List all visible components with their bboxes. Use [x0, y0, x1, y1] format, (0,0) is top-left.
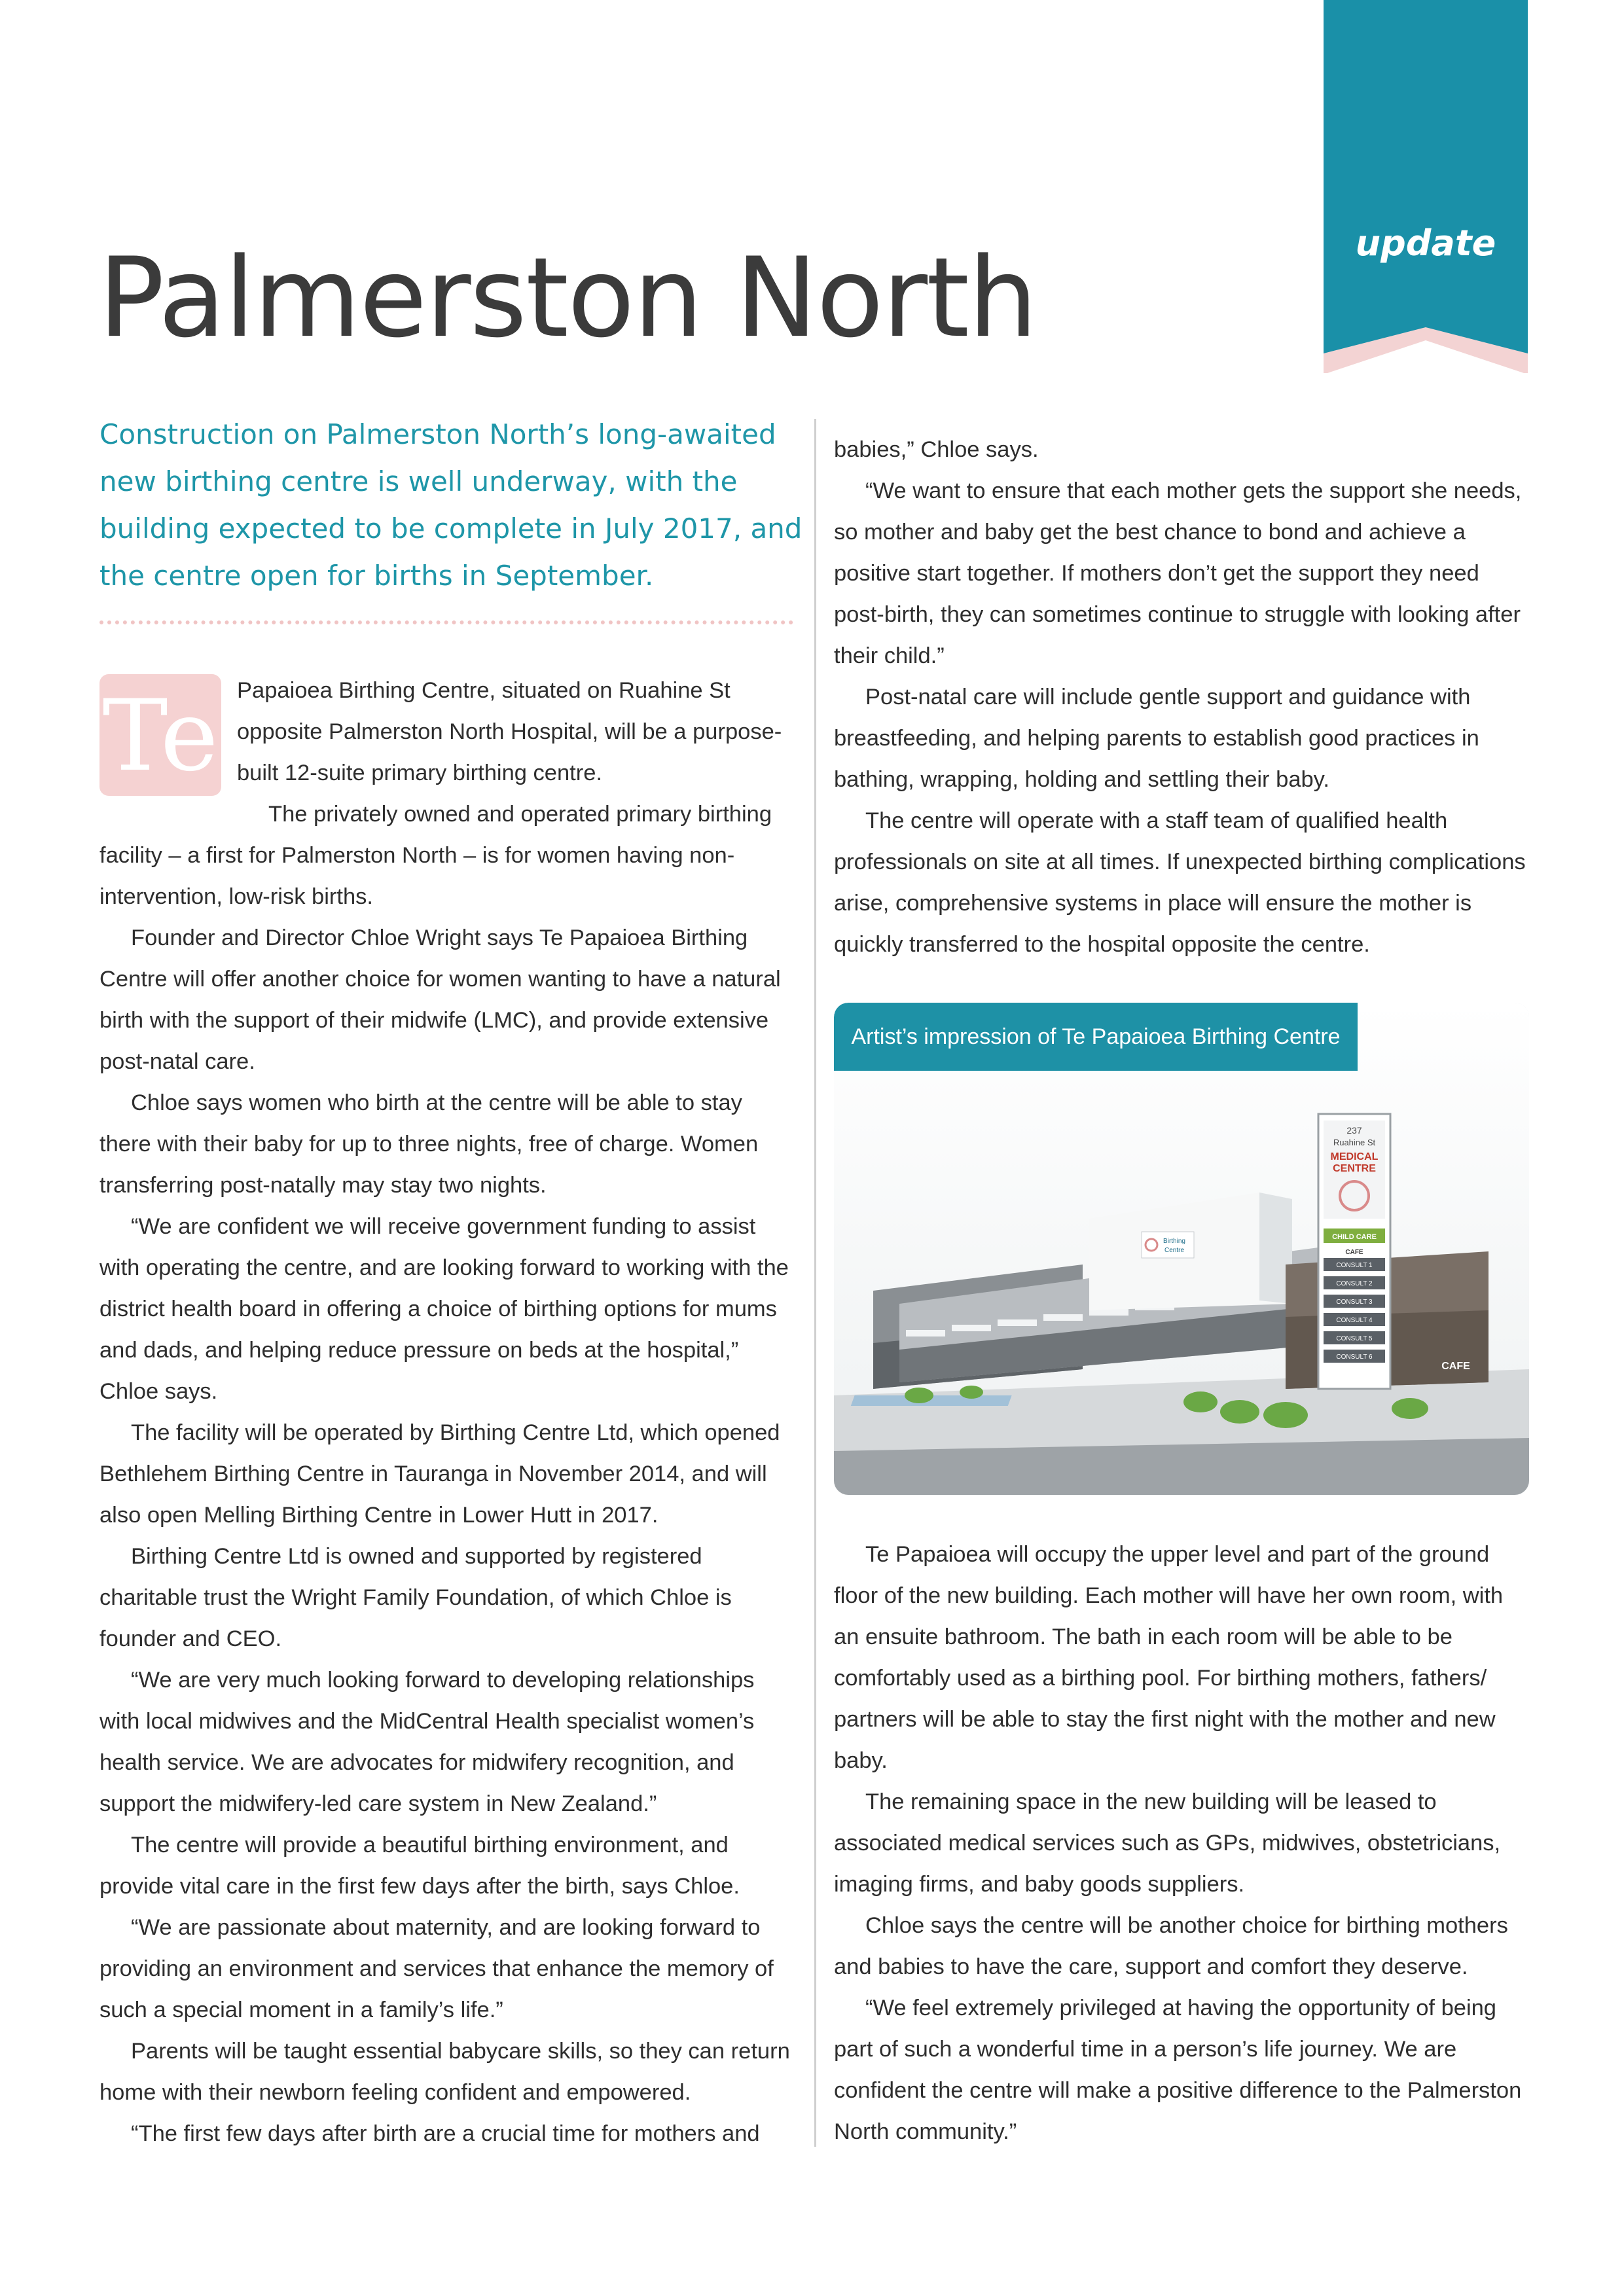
directory-consult-1: CONSULT 1	[1336, 1262, 1373, 1269]
article-paragraph: “We are very much looking forward to developing relationships with local midwives and the MidCentral Health specialist women’s health service. We are advocates for midwifery recognition, and support the midwifery-led care system in New Zealand.”	[99, 1668, 755, 1816]
update-ribbon	[1324, 0, 1528, 373]
article-paragraph: Post-natal care will include gentle support and guidance with breastfeeding, and helping parents to establish good practices in bathing, wrapping, holding and settling their baby.	[834, 685, 1479, 792]
article-paragraph: “We are confident we will receive government funding to assist with operating the centre, and are looking forward to working with the district health board in offering a choice of birthing options for mums and dads, and helping reduce pressure on beds at the hospital,” Chloe says.	[99, 1214, 789, 1404]
directory-childcare: CHILD CARE	[1332, 1233, 1377, 1241]
directory-consult-3: CONSULT 3	[1336, 1299, 1373, 1306]
right-column-bottom	[834, 1534, 1534, 2153]
article-paragraph: The centre will provide a beautiful birthing environment, and provide vital care in the first few days after the birth, says Chloe.	[99, 1833, 740, 1899]
directory-consult-2: CONSULT 2	[1336, 1280, 1373, 1287]
article-paragraph: The privately owned and operated primary birthing facility – a first for Palmerston North – is for women having non-intervention, low-risk births.	[99, 802, 772, 909]
sign-text-centre: CENTRE	[1333, 1163, 1376, 1174]
sign-text-street: Ruahine St	[1333, 1138, 1376, 1147]
article-paragraph: The remaining space in the new building will be leased to associated medical services such as GPs, midwives, obstetricians, imaging firms, and baby goods suppliers.	[834, 1789, 1501, 1897]
article-paragraph: “We want to ensure that each mother gets the support she needs, so mother and baby get the best chance to bond and achieve a positive start together. If mothers don’t get the support they need post-birth, they can sometimes continue to struggle with looking after their child.”	[834, 478, 1522, 668]
article-paragraph: Chloe says women who birth at the centre will be able to stay there with their baby for up to three nights, free of charge. Women transferring post-natally may stay two nights.	[99, 1090, 759, 1198]
ribbon-label: update	[1355, 223, 1496, 264]
article-paragraph: The facility will be operated by Birthing Centre Ltd, which opened Bethlehem Birthing Centre in Tauranga in November 2014, and will also open Melling Birthing Centre in Lower Hutt in 2017.	[99, 1420, 780, 1528]
sign-text-number: 237	[1346, 1125, 1362, 1136]
intro-paragraph: Construction on Palmerston North’s long-awaited new birthing centre is well underway, with the building expected to be complete in July 2017, and the centre open for births in September.	[99, 418, 803, 592]
article-paragraph: “The first few days after birth are a crucial time for mothers and	[131, 2121, 760, 2146]
directory-consult-4: CONSULT 4	[1336, 1317, 1373, 1324]
right-column-top	[834, 429, 1534, 965]
article-paragraph: “We feel extremely privileged at having the opportunity of being part of such a wonderful time in a person’s life journey. We are confident the centre will make a positive difference to the Palmerston North community.”	[834, 1996, 1522, 2144]
artist-impression-figure	[834, 1003, 1529, 1495]
article-paragraph: Birthing Centre Ltd is owned and supported by registered charitable trust the Wright Family Foundation, of which Chloe is founder and CEO.	[99, 1544, 732, 1651]
directory-consult-5: CONSULT 5	[1336, 1335, 1373, 1342]
sign-text-medical: MEDICAL	[1330, 1151, 1379, 1162]
directory-consult-6: CONSULT 6	[1336, 1354, 1373, 1361]
ribbon-shape	[1324, 0, 1528, 373]
drop-cap-text: Te	[102, 679, 219, 793]
cafe-wall-label: CAFE	[1441, 1361, 1470, 1372]
dotted-divider	[99, 620, 793, 624]
wall-sign-line-1: Birthing	[1163, 1238, 1185, 1245]
building-illustration	[834, 1003, 1529, 1495]
article-paragraph: “We are passionate about maternity, and are looking forward to providing an environment and services that enhance the memory of such a special moment in a family’s life.”	[99, 1915, 774, 2022]
figure-caption: Artist’s impression of Te Papaioea Birthing Centre	[834, 1003, 1358, 1071]
drop-cap	[99, 674, 221, 796]
wall-sign-line-2: Centre	[1164, 1247, 1185, 1254]
article-paragraph: babies,” Chloe says.	[834, 437, 1039, 462]
article-paragraph: The centre will operate with a staff team of qualified health professionals on site at all times. If unexpected birthing complications arise, comprehensive systems in place will ensure the mother is quickly transferred to the hospital opposite the centre.	[834, 808, 1526, 957]
article-paragraph: Founder and Director Chloe Wright says Te Papaioea Birthing Centre will offer another choice for women wanting to have a natural birth with the support of their midwife (LMC), and provide extensive post-natal care.	[99, 925, 781, 1074]
column-divider	[814, 419, 816, 2147]
article-paragraph: Te Papaioea will occupy the upper level and part of the ground floor of the new building. Each mother will have her own room, with an ensuite bathroom. The bath in each room will be able to be comfortably used as a birthing pool. For birthing mothers, fathers/ partners will be able to stay the first night with the mother and new baby.	[834, 1542, 1504, 1773]
article-paragraph	[99, 670, 800, 794]
article-paragraph: Parents will be taught essential babycare skills, so they can return home with their newborn feeling confident and empowered.	[99, 2039, 790, 2105]
directory-cafe: CAFE	[1345, 1249, 1363, 1256]
paragraph-text: Papaioea Birthing Centre, situated on Ruahine St opposite Palmerston North Hospital, will be a purpose-built 12-suite primary birthing centre.	[237, 678, 782, 785]
article-paragraph: Chloe says the centre will be another choice for birthing mothers and babies to have the care, support and comfort they deserve.	[834, 1913, 1508, 1979]
page-title: Palmerston North	[98, 234, 1037, 362]
left-column	[99, 670, 800, 2155]
